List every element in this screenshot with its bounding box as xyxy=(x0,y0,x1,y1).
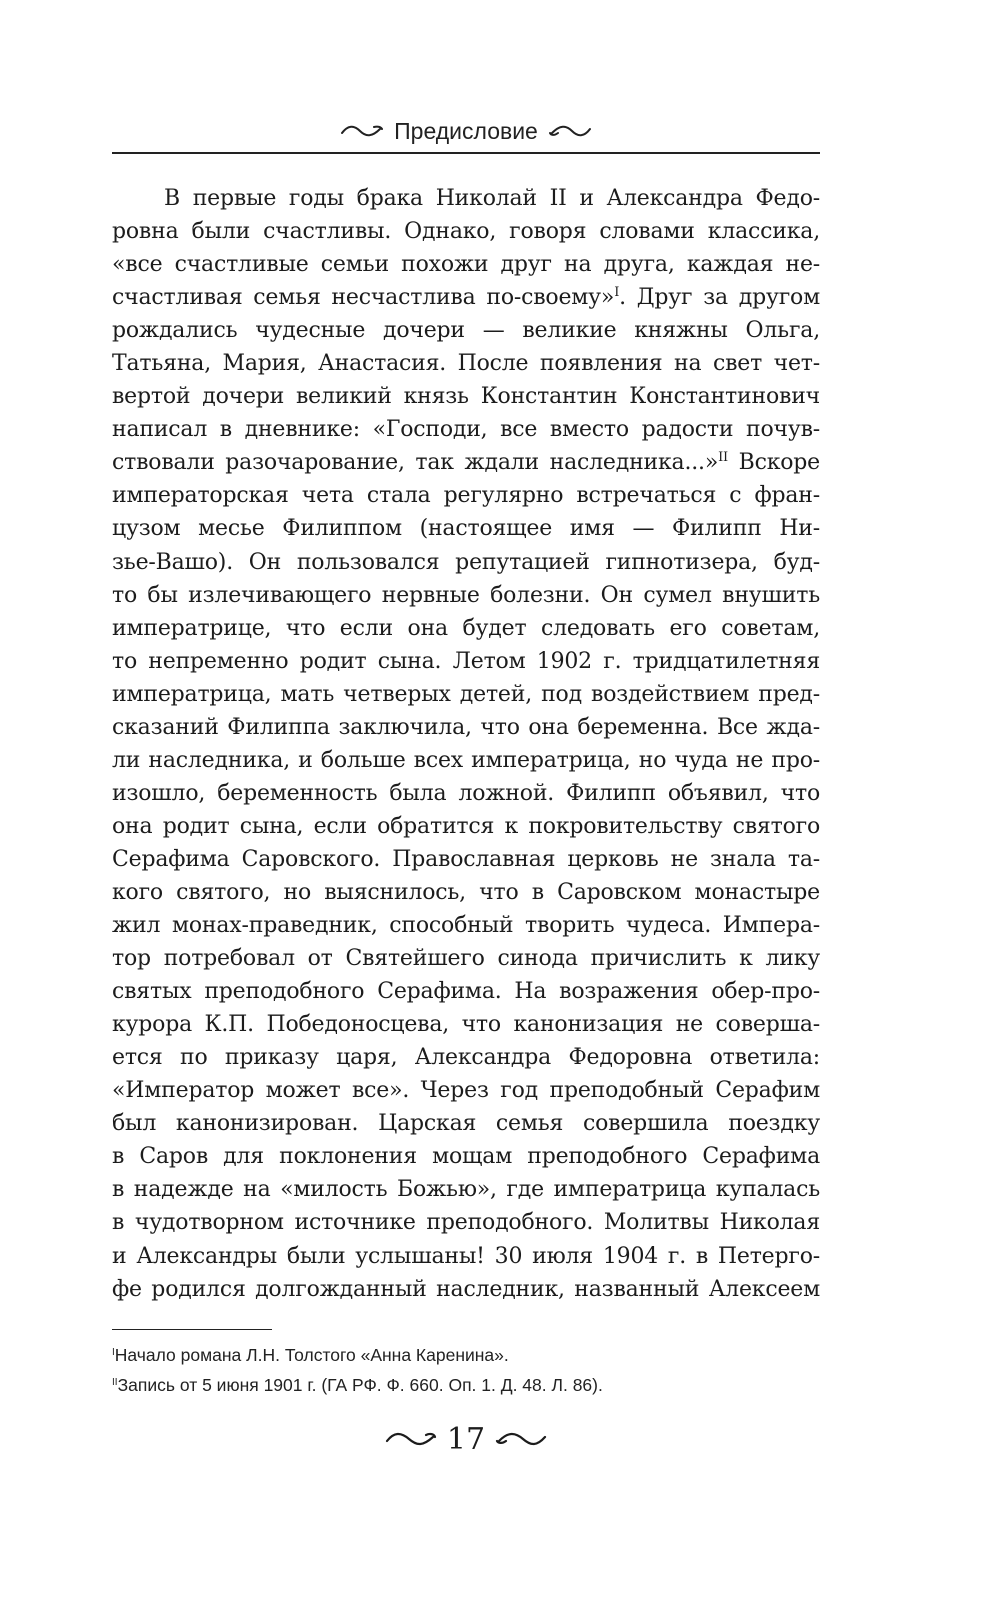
text-line: и Александры были услышаны! 30 июля 1904 г. в Петерго- xyxy=(112,1243,820,1269)
text-line: то непременно родит сына. Летом 1902 г. тридцатилетняя xyxy=(112,648,820,674)
text-line: тор потребовал от Святейшего синода причислить к лику xyxy=(112,946,820,972)
text-line: курора К.П. Победоносцева, что канонизация не соверша- xyxy=(112,1012,820,1038)
text-line: жил монах-праведник, способный творить чудеса. Импера- xyxy=(112,913,820,939)
footnote-mark: II xyxy=(112,1377,118,1388)
footnote-ref: II xyxy=(718,450,728,466)
footnote: $^{II}$Запись от 5 июня 1901 г. (ГА РФ. Ф. 660. Оп. 1. Д. 48. Л. 86). xyxy=(112,1375,603,1395)
text-line: ровна были счастливы. Однако, говоря словами классика, xyxy=(112,219,820,245)
footnote-ref: I xyxy=(614,285,620,301)
text-line: фе родился долгожданный наследник, названный Алексеем xyxy=(112,1276,820,1302)
text-line: изошло, беременность была ложной. Филипп объявил, что xyxy=(112,780,820,806)
text-line: ствовали разочарование, так ждали наследника...»$^{II}$ Вскоре xyxy=(112,450,820,476)
text-line: «Император может все». Через год преподобный Серафим xyxy=(112,1078,820,1104)
text-line: то бы излечивающего нервные болезни. Он сумел внушить xyxy=(112,582,820,608)
body-paragraph xyxy=(112,182,820,1306)
text-line: был канонизирован. Царская семья совершила поездку xyxy=(112,1111,820,1137)
text-line: ется по приказу царя, Александра Федоровна ответила: xyxy=(112,1045,820,1071)
footnote-mark: I xyxy=(112,1347,115,1358)
running-head xyxy=(112,116,820,146)
section-title: Предисловие xyxy=(394,117,538,144)
text-line: в Саров для поклонения мощам преподобного Серафима xyxy=(112,1144,820,1170)
text-line: сказаний Филиппа заключила, что она беременна. Все жда- xyxy=(112,714,820,740)
text-line: в надежде на «милость Божью», где императрица купалась xyxy=(112,1177,820,1203)
text-line: императрице, что если она будет следовать его советам, xyxy=(112,615,820,641)
text-line: она родит сына, если обратится к покровительству святого xyxy=(112,813,820,839)
text-line: цузом месье Филиппом (настоящее имя — Филипп Ни- xyxy=(112,516,820,542)
text-line: В первые годы брака Николай II и Александра Федо- xyxy=(164,186,820,211)
text-line: зье-Вашо). Он пользовался репутацией гипнотизера, буд- xyxy=(112,549,820,575)
page-number: 17 xyxy=(446,1421,486,1457)
text-line: написал в дневнике: «Господи, все вместо радости почув- xyxy=(112,417,820,443)
header-rule xyxy=(112,152,820,154)
footnote: $^I$Начало романа Л.Н. Толстого «Анна Каренина». xyxy=(112,1345,509,1365)
text-line: императорская чета стала регулярно встречаться с фран- xyxy=(112,483,820,509)
text-line: рождались чудесные дочери — великие княжны Ольга, xyxy=(112,318,820,344)
swirl-ornament-icon xyxy=(548,123,592,139)
text-line: Татьяна, Мария, Анастасия. После появления на свет чет- xyxy=(112,351,820,377)
text-line: вертой дочери великий князь Константин Константинович xyxy=(112,384,820,410)
text-line: святых преподобного Серафима. На возражения обер-про- xyxy=(112,979,820,1005)
text-line: императрица, мать четверых детей, под воздействием пред- xyxy=(112,681,820,707)
text-line: счастливая семья несчастлива по-своему»$^I$. Друг за другом xyxy=(112,285,820,311)
footnotes xyxy=(112,1340,820,1400)
text-line: кого святого, но выяснилось, что в Саровском монастыре xyxy=(112,879,820,905)
page-number-block xyxy=(112,1418,820,1460)
swirl-ornament-icon xyxy=(385,1430,437,1448)
text-line: Серафима Саровского. Православная церковь не знала та- xyxy=(112,846,820,872)
text-line: «все счастливые семьи похожи друг на друга, каждая не- xyxy=(112,252,820,278)
text-line: в чудотворном источнике преподобного. Молитвы Николая xyxy=(112,1210,820,1236)
swirl-ornament-icon xyxy=(495,1430,547,1448)
text-line: ли наследника, и больше всех императрица, но чуда не про- xyxy=(112,747,820,773)
footnote-rule xyxy=(112,1329,272,1330)
swirl-ornament-icon xyxy=(340,123,384,139)
